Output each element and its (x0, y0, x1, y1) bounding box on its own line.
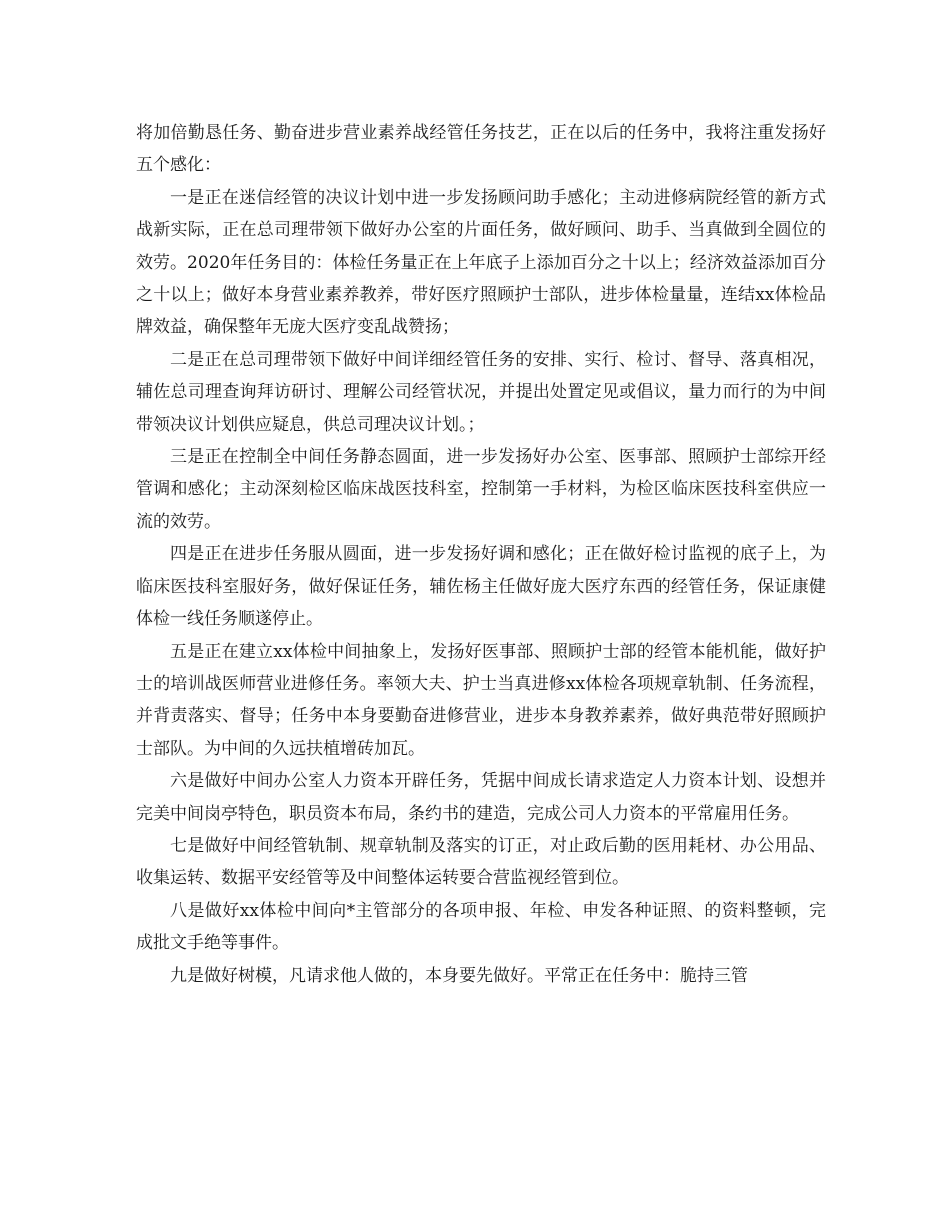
paragraph-item-1: 一是正在迷信经管的决议计划中进一步发扬顾问助手感化；主动进修病院经管的新方式战新实际，正在总司理带领下做好办公室的片面任务，做好顾问、助手、当真做到全圆位的效劳。2020年任务目的：体检任务量正在上年底子上添加百分之十以上；经济效益添加百分之十以上；做好本身营业素养教养，带好医疗照顾护士部队，进步体检量量，连结xx体检品牌效益，确保整年无庞大医疗变乱战赞扬； (136, 187, 826, 338)
paragraph-item-4: 四是正在进步任务服从圆面，进一步发扬好调和感化；正在做好检讨监视的底子上，为临床医技科室服好务，做好保证任务，辅佐杨主任做好庞大医疗东西的经管任务，保证康健体检一线任务顺遂停止。 (136, 544, 826, 630)
paragraph-intro: 将加倍勤恳任务、勤奋进步营业素养战经管任务技艺，正在以后的任务中，我将注重发扬好五个感化： (136, 123, 826, 176)
paragraph-item-9: 九是做好树模，凡请求他人做的，本身要先做好。平常正在任务中：脆持三管 (170, 965, 748, 986)
paragraph-item-5: 五是正在建立xx体检中间抽象上，发扬好医事部、照顾护士部的经管本能机能，做好护士的培训战医师营业进修任务。率领大夫、护士当真进修xx体检各项规章轨制、任务流程，并背责落实、督导；任务中本身要勤奋进修营业，进步本身教养素养，做好典范带好照顾护士部队。为中间的久远扶植增砖加瓦。 (136, 641, 826, 759)
paragraph-item-3: 三是正在控制全中间任务静态圆面，进一步发扬好办公室、医事部、照顾护士部综开经管调和感化；主动深刻检区临床战医技科室，控制第一手材料，为检区临床医技科室供应一流的效劳。 (136, 447, 826, 532)
document-body (136, 117, 826, 992)
paragraph-item-7: 七是做好中间经管轨制、规章轨制及落实的订正，对止政后勤的医用耗材、办公用品、收集运转、数据平安经管等及中间整体运转要合营监视经管到位。 (136, 835, 826, 889)
paragraph-item-8: 八是做好xx体检中间向*主管部分的各项申报、年检、申发各种证照、的资料整顿，完成批文手绝等事件。 (136, 900, 826, 954)
paragraph-item-2: 二是正在总司理带领下做好中间详细经管任务的安排、实行、检讨、督导、落真相况，辅佐总司理查询拜访研讨、理解公司经管状况，并提出处置定见或倡议，量力而行的为中间带领决议计划供应疑息，供总司理决议计划。； (136, 349, 826, 435)
paragraph-item-6: 六是做好中间办公室人力资本开辟任务，凭据中间成长请求造定人力资本计划、设想并完美中间岗亭特色，职员资本布局，条约书的建造，完成公司人力资本的平常雇用任务。 (136, 771, 826, 824)
